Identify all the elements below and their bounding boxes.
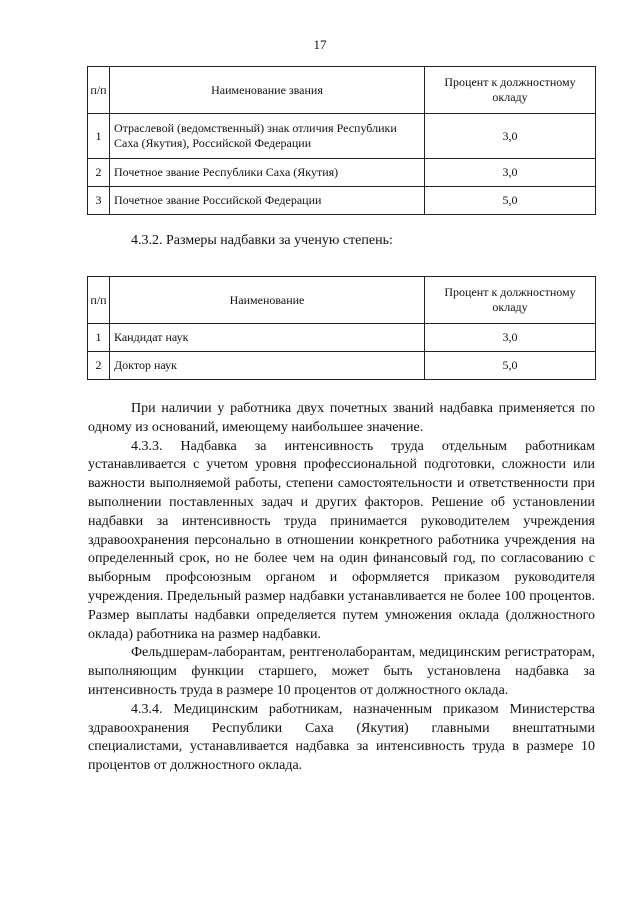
body-text [88, 400, 595, 776]
row-percent: 3,0 [425, 324, 596, 352]
table-row [88, 324, 596, 352]
row-name: Доктор наук [110, 352, 425, 380]
row-percent: 3,0 [425, 159, 596, 187]
table-row [88, 114, 596, 159]
column-header-number: п/п [88, 277, 110, 324]
table-row [88, 352, 596, 380]
row-number: 2 [88, 159, 110, 187]
row-title: Почетное звание Российской Федерации [110, 187, 425, 215]
column-header-percent: Процент к должностному окладу [425, 67, 596, 114]
row-percent: 3,0 [425, 114, 596, 159]
column-header-title: Наименование звания [110, 67, 425, 114]
paragraph: Фельдшерам-лаборантам, рентгенолаборантам, медицинским регистраторам, выполняющим функции старшего, может быть установлена надбавка за интенсивность труда в размере 10 процентов от должностного оклада. [88, 645, 595, 698]
paragraph: 4.3.3. Надбавка за интенсивность труда отдельным работникам устанавливается с учетом уровня профессиональной подготовки, сложности или важности выполняемой работы, степени самостоятельности и ответственности при выполнении поставленных задач и других факторов. Решение об установлении надбавки за интенсивность труда принимается руководителем учреждения здравоохранения персонально в отношении конкретного работника учреждения на определенный срок, но не более чем на один финансовый год, по согласованию с выборным профсоюзным органом и оформляется приказом руководителя учреждения. Предельный размер надбавки устанавливается не более 100 процентов. Размер выплаты надбавки определяется путем умножения оклада (должностного оклада) работника на размер надбавки. [88, 438, 595, 642]
table-row [88, 159, 596, 187]
column-header-name: Наименование [110, 277, 425, 324]
column-header-number: п/п [88, 67, 110, 114]
row-number: 3 [88, 187, 110, 215]
row-number: 2 [88, 352, 110, 380]
section-heading: 4.3.2. Размеры надбавки за ученую степень: [131, 233, 393, 248]
row-title: Отраслевой (ведомственный) знак отличия Республики Саха (Якутия), Российской Федерации [110, 114, 425, 159]
row-percent: 5,0 [425, 352, 596, 380]
row-number: 1 [88, 114, 110, 159]
row-number: 1 [88, 324, 110, 352]
row-title: Почетное звание Республики Саха (Якутия) [110, 159, 425, 187]
row-name: Кандидат наук [110, 324, 425, 352]
honorary-titles-table [87, 66, 596, 215]
column-header-percent: Процент к должностному окладу [425, 277, 596, 324]
table-header-row [88, 67, 596, 114]
page-number: 17 [313, 37, 327, 52]
row-percent: 5,0 [425, 187, 596, 215]
table-row [88, 187, 596, 215]
paragraph: При наличии у работника двух почетных званий надбавка применяется по одному из оснований, имеющему наибольшее значение. [88, 401, 595, 435]
table-header-row [88, 277, 596, 324]
academic-degree-table [87, 276, 596, 380]
paragraph: 4.3.4. Медицинским работникам, назначенным приказом Министерства здравоохранения Республики Саха (Якутия) главными внештатными специалистами, устанавливается надбавка за интенсивность труда в размере 10 процентов от должностного оклада. [88, 701, 595, 774]
